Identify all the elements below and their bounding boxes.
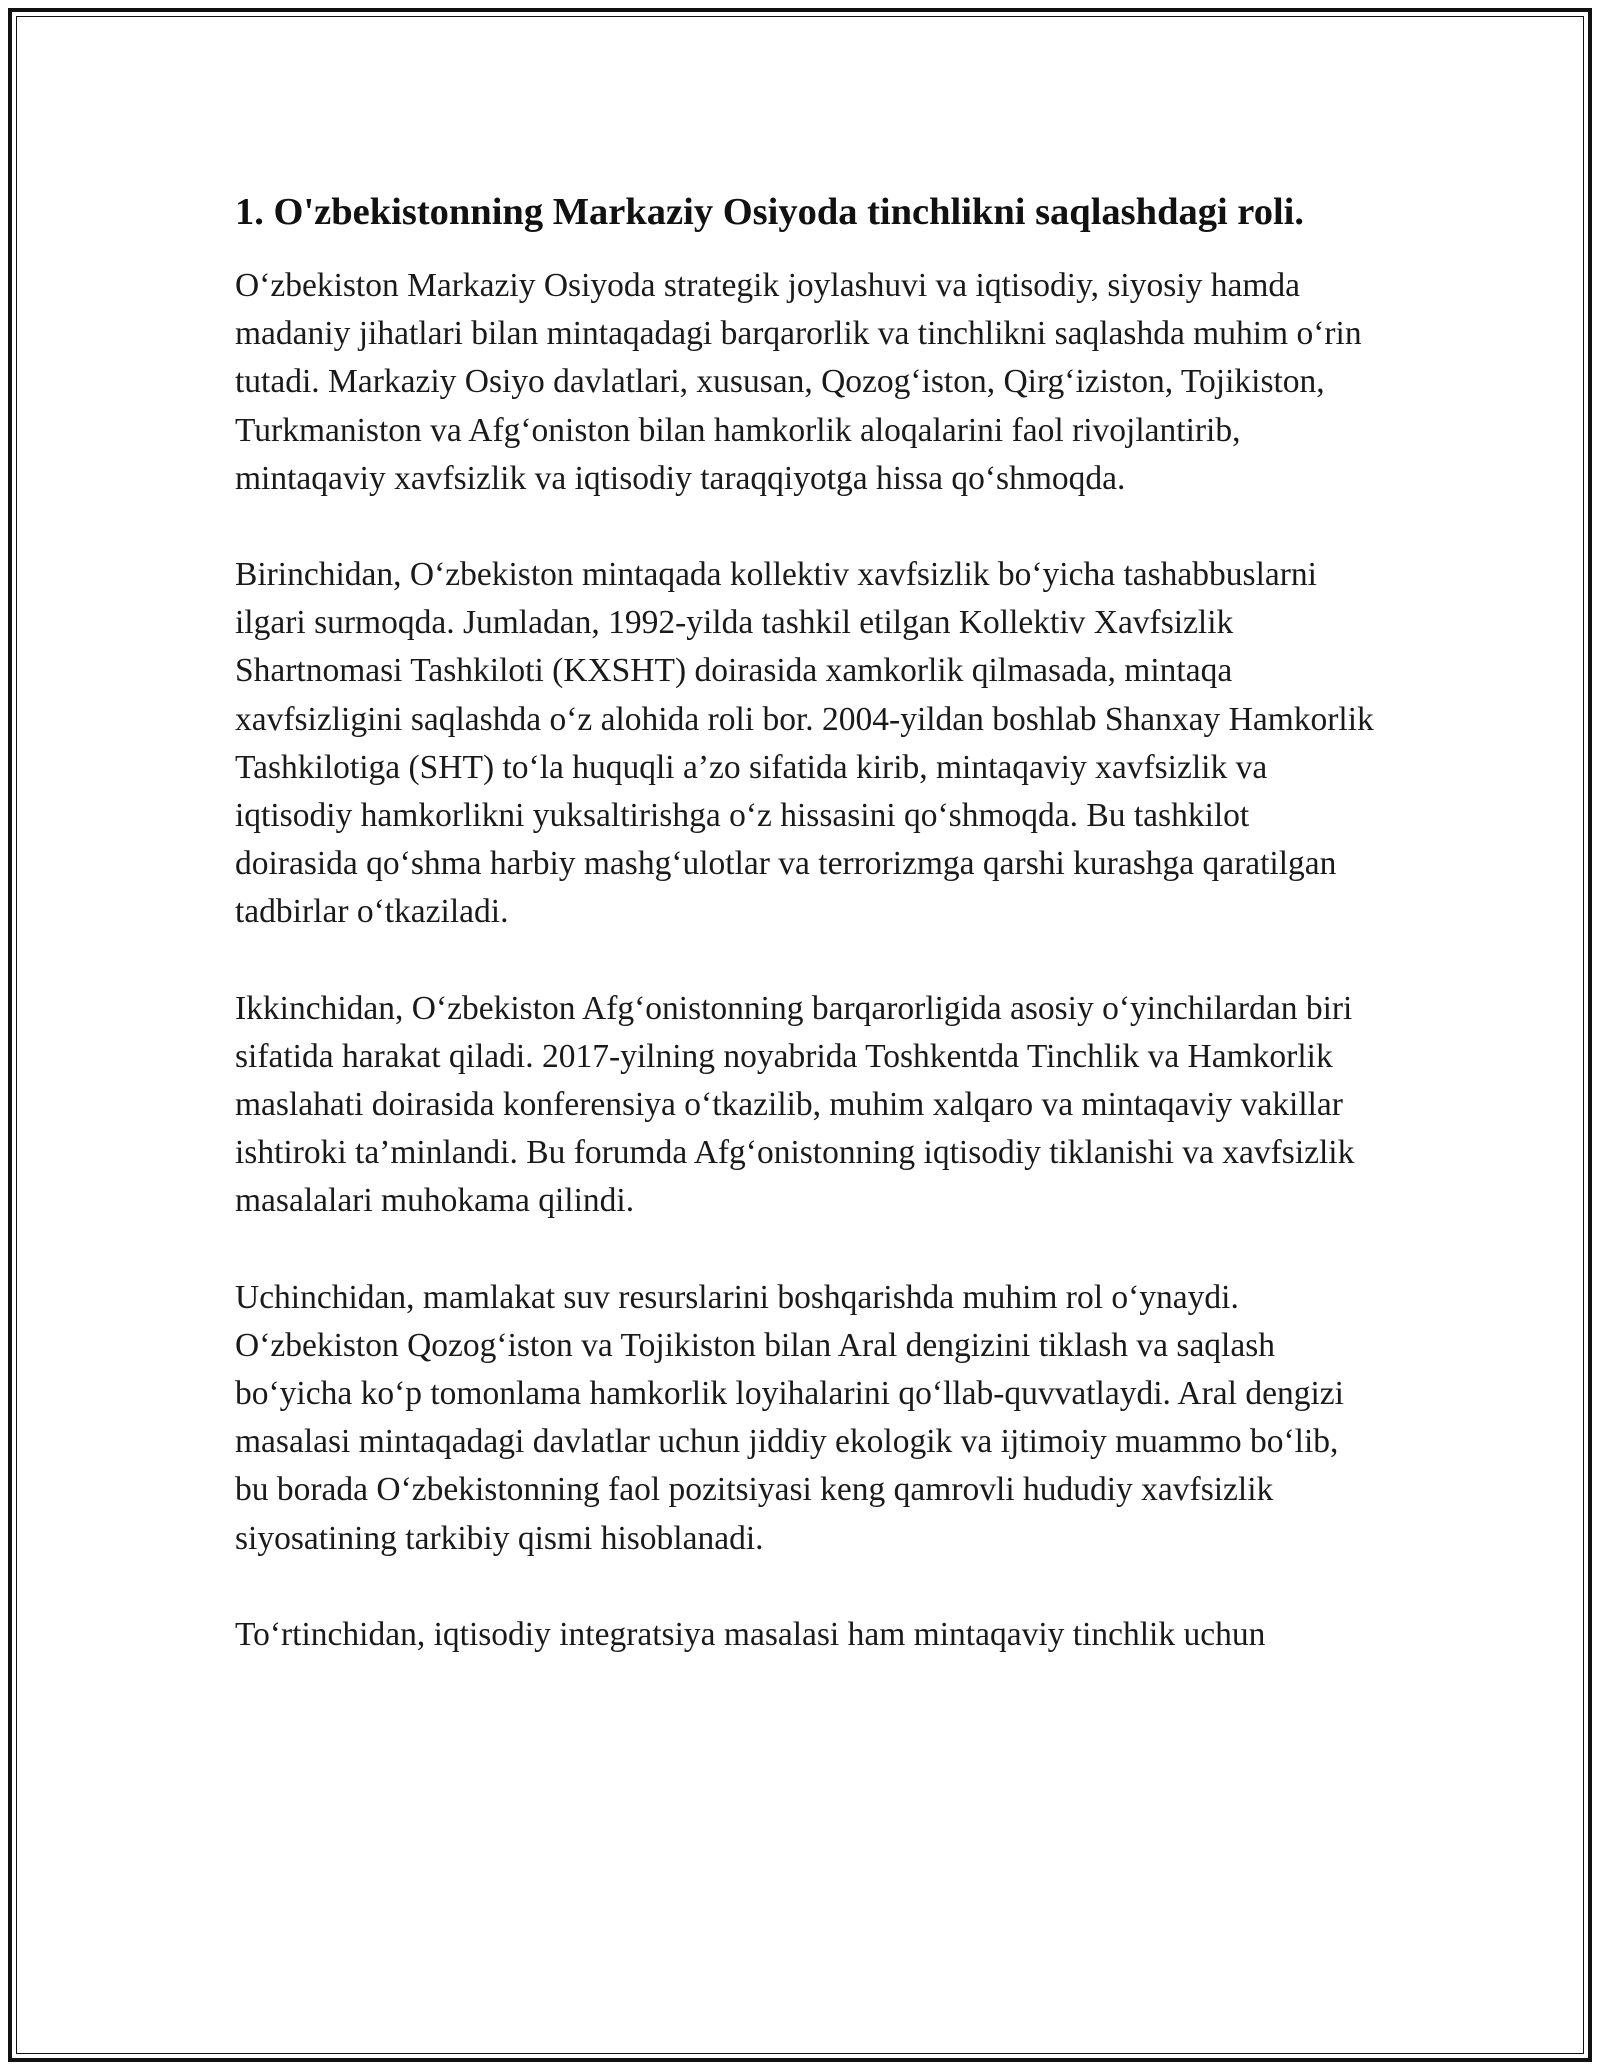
- section-heading: 1. O'zbekistonning Markaziy Osiyoda tinchlikni saqlashdagi roli.: [235, 191, 1304, 233]
- document-body: [235, 185, 1375, 1659]
- paragraph-first: Birinchidan, O‘zbekiston mintaqada kollektiv xavfsizlik bo‘yicha tashabbuslarni ilgari surmoqda. Jumladan, 1992-yilda tashkil etilgan Kollektiv Xavfsizlik Shartnomasi Tashkiloti (KXSHT) doirasida xamkorlik qilmasada, mintaqa xavfsizligini saqlashda o‘z alohida roli bor. 2004-yildan boshlab Shanxay Hamkorlik Tashkilotiga (SHT) to‘la huquqli a’zo sifatida kirib, mintaqaviy xavfsizlik va iqtisodiy hamkorlikni yuksaltirishga o‘z hissasini qo‘shmoqda. Bu tashkilot doirasida qo‘shma harbiy mashg‘ulotlar va terrorizmga qarshi kurashga qaratilgan tadbirlar o‘tkaziladi.: [235, 556, 1374, 931]
- paragraph-intro: O‘zbekiston Markaziy Osiyoda strategik joylashuvi va iqtisodiy, siyosiy hamda madaniy jihatlari bilan mintaqadagi barqarorlik va tinchlikni saqlashda muhim o‘rin tutadi. Markaziy Osiyo davlatlari, xususan, Qozog‘iston, Qirg‘iziston, Tojikiston, Turkmaniston va Afg‘oniston bilan hamkorlik aloqalarini faol rivojlantirib, mintaqaviy xavfsizlik va iqtisodiy taraqqiyotga hissa qo‘shmoqda.: [235, 267, 1362, 497]
- paragraph-second: Ikkinchidan, O‘zbekiston Afg‘onistonning barqarorligida asosiy o‘yinchilardan biri sifatida harakat qiladi. 2017-yilning noyabrida Toshkentda Tinchlik va Hamkorlik maslahati doirasida konferensiya o‘tkazilib, muhim xalqaro va mintaqaviy vakillar ishtiroki ta’minlandi. Bu forumda Afg‘onistonning iqtisodiy tiklanishi va xavfsizlik masalalari muhokama qilindi.: [235, 989, 1355, 1220]
- paragraph-third: Uchinchidan, mamlakat suv resurslarini boshqarishda muhim rol o‘ynaydi. O‘zbekiston Qozog‘iston va Tojikiston bilan Aral dengizini tiklash va saqlash bo‘yicha ko‘p tomonlama hamkorlik loyihalarini qo‘llab-quvvatlaydi. Aral dengizi masalasi mintaqadagi davlatlar uchun jiddiy ekologik va ijtimoiy muammo bo‘lib, bu borada O‘zbekistonning faol pozitsiyasi keng qamrovli hududiy xavfsizlik siyosatining tarkibiy qismi hisoblanadi.: [235, 1278, 1344, 1557]
- paragraph-fourth: To‘rtinchidan, iqtisodiy integratsiya masalasi ham mintaqaviy tinchlik uchun: [235, 1615, 1266, 1653]
